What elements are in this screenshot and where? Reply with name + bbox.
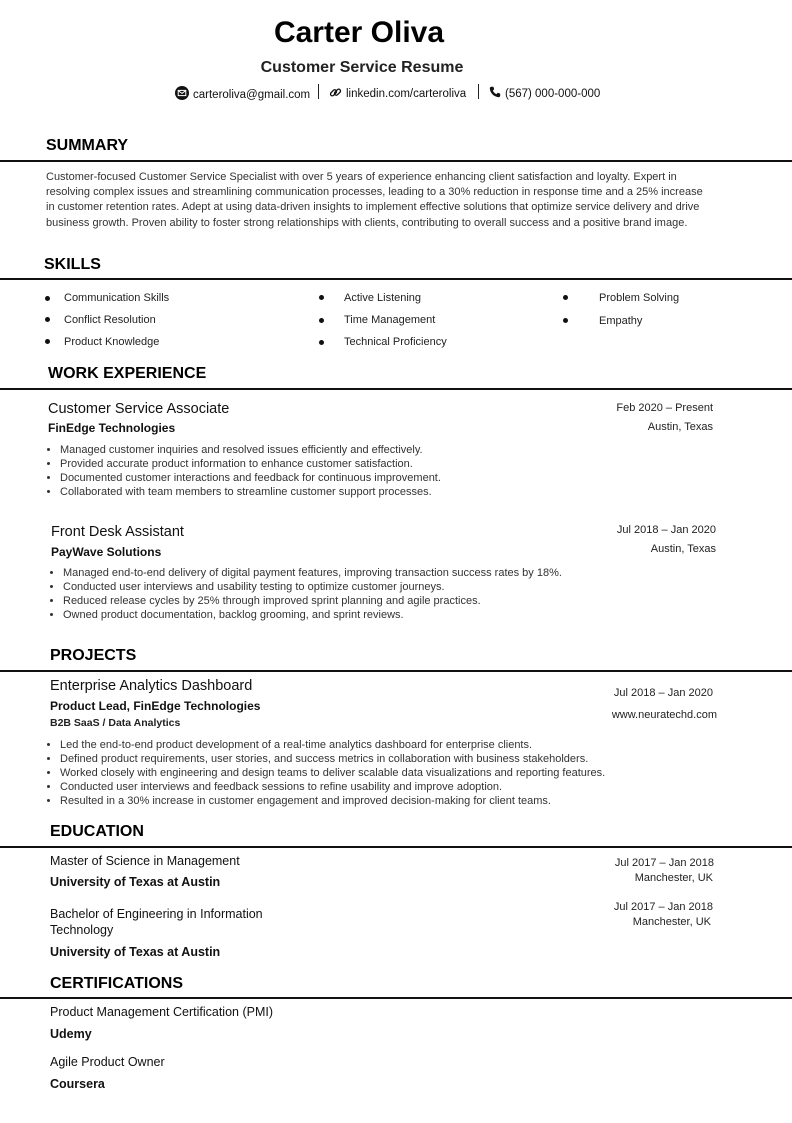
contact-linkedin[interactable] [329,86,466,102]
list-item: Collaborated with team members to streamline customer support processes. [46,485,726,499]
list-item: Worked closely with engineering and design teams to deliver scalable data visualizations and reporting features. [46,766,766,780]
job-location: Austin, Texas [650,543,716,555]
email-text: carteroliva@gmail.com [193,88,311,101]
skills-heading: SKILLS [44,256,101,273]
education-dates: Jul 2017 – Jan 2018 [613,901,713,913]
skill-item: Problem Solving [599,292,680,304]
list-item: Reduced release cycles by 25% through improved sprint planning and agile practices. [49,594,749,608]
certification-name: Product Management Certification (PMI) [50,1005,274,1019]
bullet-icon [45,296,50,301]
summary-heading: SUMMARY [46,137,129,154]
job-company: PayWave Solutions [51,545,162,559]
skill-item: Conflict Resolution [64,314,156,326]
list-item: Led the end-to-end product development of a real-time analytics dashboard for enterprise clients. [46,738,766,752]
certification-issuer: Coursera [50,1077,105,1091]
phone-text: (567) 000-000-000 [505,87,601,100]
phone-icon [489,86,501,101]
list-item: Conducted user interviews and feedback sessions to refine usability and improve adoption. [46,780,766,794]
section-divider [0,670,792,672]
skill-item: Technical Proficiency [344,336,447,348]
bullet-icon [45,339,50,344]
resume-subtitle: Customer Service Resume [260,59,464,76]
section-divider [0,388,792,390]
projects-heading: PROJECTS [50,647,137,664]
education-heading: EDUCATION [50,823,144,840]
skill-item: Empathy [599,315,643,327]
skill-item: Communication Skills [64,292,170,304]
education-degree: Bachelor of Engineering in Information [50,907,263,921]
bullet-icon [563,318,568,323]
list-item: Managed end-to-end delivery of digital payment features, improving transaction success rates by 18%. [49,566,749,580]
education-school: University of Texas at Austin [50,875,221,889]
job-bullets [46,443,726,499]
project-role: Product Lead, FinEdge Technologies [50,699,261,713]
job-location: Austin, Texas [647,421,713,433]
certification-name: Agile Product Owner [50,1055,165,1069]
bullet-icon [45,317,50,322]
education-degree: Master of Science in Management [50,854,240,868]
project-dates: Jul 2018 – Jan 2020 [613,687,713,699]
list-item: Defined product requirements, user stories, and success metrics in collaboration with business stakeholders. [46,752,766,766]
job-company: FinEdge Technologies [48,421,176,435]
candidate-name: Carter Oliva [273,16,445,49]
list-item: Managed customer inquiries and resolved issues efficiently and effectively. [46,443,726,457]
education-location: Manchester, UK [634,872,713,884]
email-icon [175,86,189,103]
bullet-icon [319,295,324,300]
project-category: B2B SaaS / Data Analytics [50,717,181,729]
bullet-icon [563,295,568,300]
list-item: Conducted user interviews and usability testing to optimize customer journeys. [49,580,749,594]
certifications-heading: CERTIFICATIONS [50,975,184,992]
education-school: University of Texas at Austin [50,945,221,959]
project-website[interactable]: www.neuratechd.com [611,709,717,721]
linkedin-text: linkedin.com/carteroliva [346,88,467,100]
list-item: Resulted in a 30% increase in customer engagement and improved decision-making for client teams. [46,794,766,808]
contact-phone[interactable] [489,86,600,101]
skill-item: Active Listening [344,292,422,304]
certification-issuer: Udemy [50,1027,92,1041]
job-title: Customer Service Associate [48,401,230,417]
skill-item: Time Management [344,314,436,326]
contact-divider [478,84,479,99]
job-dates: Jul 2018 – Jan 2020 [616,524,716,536]
education-dates: Jul 2017 – Jan 2018 [614,857,714,869]
experience-heading: WORK EXPERIENCE [48,365,207,382]
bullet-icon [319,340,324,345]
section-divider [0,278,792,280]
job-bullets [49,566,749,622]
job-dates: Feb 2020 – Present [616,402,713,414]
contact-email[interactable] [175,86,310,103]
education-degree-continued: Technology [50,923,114,937]
section-divider [0,846,792,848]
bullet-icon [319,318,324,323]
skill-item: Product Knowledge [64,336,160,348]
list-item: Owned product documentation, backlog grooming, and sprint reviews. [49,608,749,622]
list-item: Documented customer interactions and feedback for continuous improvement. [46,471,726,485]
project-bullets [46,738,766,808]
summary-text: Customer-focused Customer Service Specialist with over 5 years of experience enhancing client satisfaction and loyalty. Expert in resolving complex issues and streamlining communication processes, leading to a 30% reduction in response time and a 25% increase in customer retention rates. Adept at using data-driven insights to implement effective solutions that optimize service delivery and drive business growth. Proven ability to foster strong relationships with clients, contributing to overall success and a positive brand image. [46,171,703,229]
contact-divider [318,84,319,99]
project-name: Enterprise Analytics Dashboard [50,678,253,694]
list-item: Provided accurate product information to enhance customer satisfaction. [46,457,726,471]
job-title: Front Desk Assistant [51,524,184,540]
section-divider [0,160,792,162]
link-icon [329,86,342,102]
education-location: Manchester, UK [632,916,711,928]
section-divider [0,997,792,999]
